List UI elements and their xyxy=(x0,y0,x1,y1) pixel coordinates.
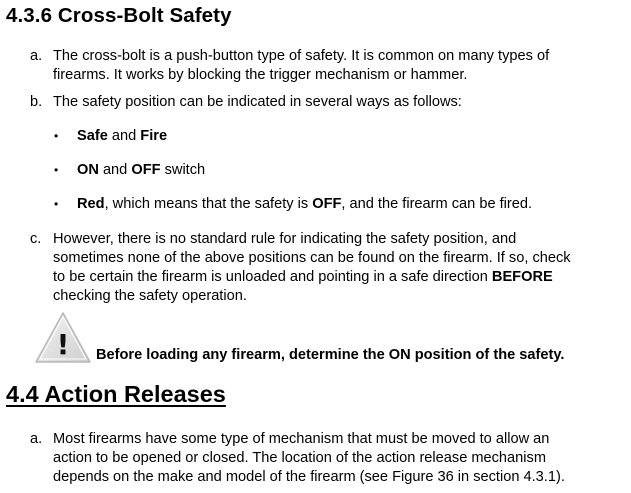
bullet-item-red: Red, which means that the safety is OFF, and the firearm can be fired. xyxy=(77,196,533,212)
action-item-a-line-3: depends on the make and model of the firearm (see Figure 36 in section 4.3.1). xyxy=(53,469,565,485)
warning-triangle-icon xyxy=(33,310,93,366)
item-a-text xyxy=(53,47,549,85)
bullet-dot: • xyxy=(54,163,59,177)
action-item-a-line-1: Most firearms have some type of mechanism that must be moved to allow an xyxy=(53,431,550,447)
item-c-line-2: sometimes none of the above positions can be found on the firearm. If so, check xyxy=(53,250,571,266)
item-c-line-3: to be certain the firearm is unloaded and pointing in a safe direction BEFORE xyxy=(53,269,553,285)
action-item-a-line-2: action to be opened or closed. The location of the action release mechanism xyxy=(53,450,546,466)
item-c-line-1: However, there is no standard rule for indicating the safety position, and xyxy=(53,231,517,247)
item-c-text xyxy=(53,230,571,306)
bullet-item-safe-fire: Safe and Fire xyxy=(77,128,168,144)
list-marker-a: a. xyxy=(30,431,43,447)
warning-message: Before loading any firearm, determine the ON position of the safety. xyxy=(96,347,565,363)
item-a-line-2: firearms. It works by blocking the trigger mechanism or hammer. xyxy=(53,67,468,83)
section-heading-4-3-6: 4.3.6 Cross-Bolt Safety xyxy=(6,4,232,27)
section-heading-4-4: 4.4 Action Releases xyxy=(6,381,226,407)
action-releases-item-a-text xyxy=(53,430,565,487)
list-marker-a: a. xyxy=(30,48,43,64)
item-b-line-1: The safety position can be indicated in several ways as follows: xyxy=(53,94,462,110)
item-a-line-1: The cross-bolt is a push-button type of safety. It is common on many types of xyxy=(53,48,550,64)
warning-exclamation: ! xyxy=(56,328,70,361)
list-marker-b: b. xyxy=(30,94,43,110)
bullet-item-on-off: ON and OFF switch xyxy=(77,162,206,178)
bullet-dot: • xyxy=(54,129,59,143)
item-c-line-4: checking the safety operation. xyxy=(53,288,247,304)
bullet-dot: • xyxy=(54,197,59,211)
list-marker-c: c. xyxy=(30,231,42,247)
